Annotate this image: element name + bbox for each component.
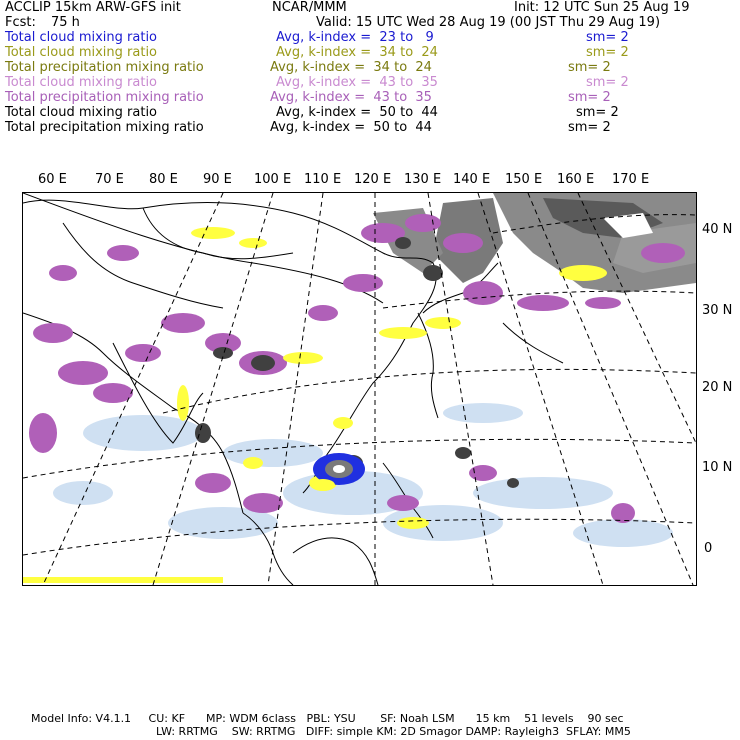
lon-label: 80 E bbox=[149, 172, 178, 187]
field-name: Total precipitation mixing ratio bbox=[5, 90, 204, 105]
field-name: Total cloud mixing ratio bbox=[5, 30, 158, 45]
field-name: Total precipitation mixing ratio bbox=[5, 120, 204, 135]
field-avg: Avg, k-index = 43 to 35 bbox=[270, 90, 432, 105]
institution-label: NCAR/MMM bbox=[272, 0, 347, 15]
field-avg: Avg, k-index = 50 to 44 bbox=[276, 105, 438, 120]
field-name: Total precipitation mixing ratio bbox=[5, 60, 204, 75]
field-name: Total cloud mixing ratio bbox=[5, 45, 158, 60]
valid-time: Valid: 15 UTC Wed 28 Aug 19 (00 JST Thu 29 Aug 19) bbox=[316, 15, 661, 30]
field-sm: sm= 2 bbox=[568, 90, 611, 105]
lon-label: 160 E bbox=[557, 172, 595, 187]
model-info-line1: Model Info: V4.1.1 CU: KF MP: WDM 6class PBL: YSU SF: Noah LSM 15 km 51 levels 90 sec bbox=[31, 712, 624, 725]
yellow-cloud-patches bbox=[23, 227, 607, 583]
forecast-hours: 75 h bbox=[51, 15, 80, 30]
lat-label: 40 N bbox=[702, 222, 733, 237]
lat-label: 20 N bbox=[702, 380, 733, 395]
field-name: Total cloud mixing ratio bbox=[5, 75, 158, 90]
field-sm: sm= 2 bbox=[586, 75, 629, 90]
lat-label: 0 bbox=[704, 541, 713, 556]
field-sm: sm= 2 bbox=[586, 30, 629, 45]
field-avg: Avg, k-index = 34 to 24 bbox=[276, 45, 438, 60]
field-avg: Avg, k-index = 43 to 35 bbox=[276, 75, 438, 90]
forecast-label: Fcst: bbox=[5, 15, 36, 30]
field-sm: sm= 2 bbox=[568, 60, 611, 75]
field-sm: sm= 2 bbox=[568, 120, 611, 135]
field-avg: Avg, k-index = 50 to 44 bbox=[270, 120, 432, 135]
map-canvas bbox=[23, 193, 696, 585]
lat-label: 10 N bbox=[702, 460, 733, 475]
lon-label: 110 E bbox=[304, 172, 342, 187]
field-sm: sm= 2 bbox=[586, 45, 629, 60]
lon-label: 170 E bbox=[612, 172, 650, 187]
lon-label: 150 E bbox=[505, 172, 543, 187]
field-avg: Avg, k-index = 34 to 24 bbox=[270, 60, 432, 75]
lat-label: 30 N bbox=[702, 303, 733, 318]
field-avg: Avg, k-index = 23 to 9 bbox=[276, 30, 434, 45]
lon-label: 140 E bbox=[453, 172, 491, 187]
lon-label: 90 E bbox=[203, 172, 232, 187]
lon-label: 60 E bbox=[38, 172, 67, 187]
lon-label: 130 E bbox=[404, 172, 442, 187]
field-name: Total cloud mixing ratio bbox=[5, 105, 158, 120]
gray-cloud-region bbox=[373, 193, 696, 293]
lon-label: 120 E bbox=[354, 172, 392, 187]
init-time: Init: 12 UTC Sun 25 Aug 19 bbox=[514, 0, 690, 15]
lon-label: 100 E bbox=[254, 172, 292, 187]
model-info-line2: LW: RRTMG SW: RRTMG DIFF: simple KM: 2D Smagor DAMP: Rayleigh3 SFLAY: MM5 bbox=[156, 725, 631, 738]
map-panel[interactable] bbox=[22, 192, 697, 586]
model-title: ACCLIP 15km ARW-GFS init bbox=[5, 0, 181, 15]
lon-label: 70 E bbox=[95, 172, 124, 187]
field-sm: sm= 2 bbox=[576, 105, 619, 120]
